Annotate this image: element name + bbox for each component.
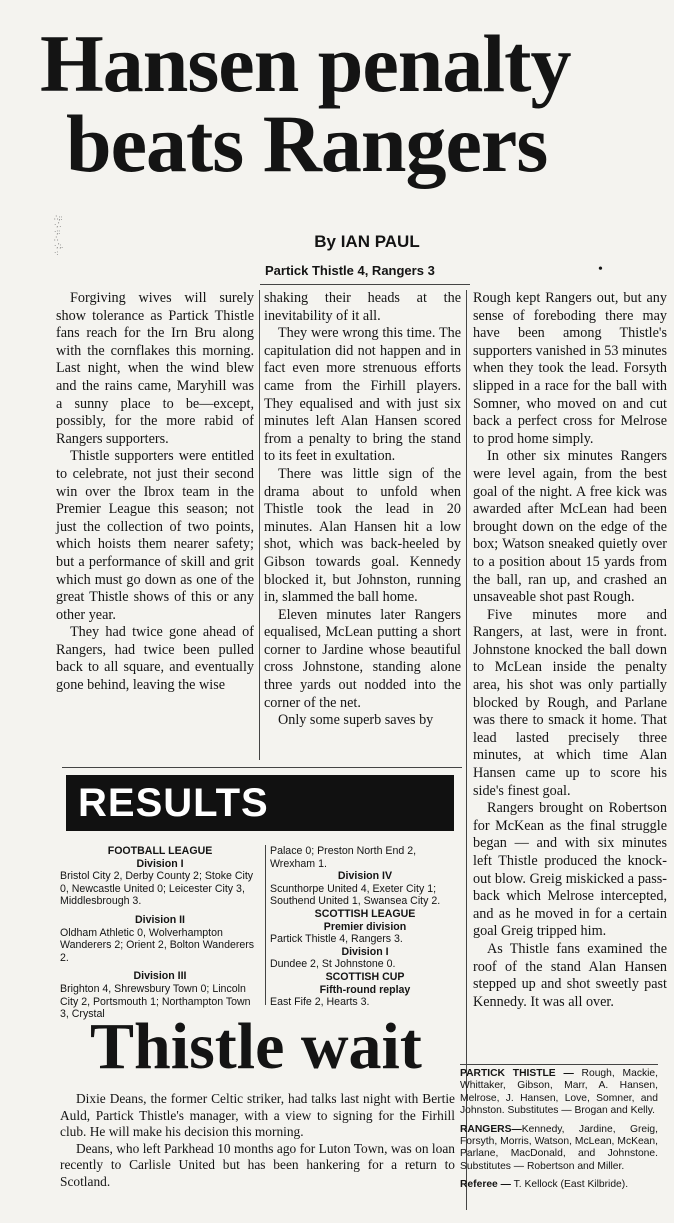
scoreline: Partick Thistle 4, Rangers 3: [265, 263, 435, 278]
lineup-rule: [460, 1064, 658, 1065]
division-heading: Division I: [136, 857, 184, 870]
headline-line-1: Hansen penalty: [40, 18, 571, 109]
main-headline: [40, 18, 674, 189]
division-heading: Division I: [341, 945, 389, 958]
scottish-league-heading: SCOTTISH LEAGUE: [314, 907, 416, 920]
division-heading: Division II: [134, 913, 186, 926]
article-column-2: [264, 290, 461, 730]
referee-name: T. Kellock (East Kilbride).: [513, 1179, 629, 1191]
col2-paragraph: They were wrong this time. The capitulation did not happen and in fact even more strenuous efforts came from the Firhill players. They equalised and with just six minutes left Alan Hansen scored from a penalty to bring the stand to its feet in exultation.: [264, 325, 461, 465]
column-rule: [259, 290, 260, 760]
result-row: Partick Thistle 4, Rangers 3.: [270, 933, 403, 946]
deans-story: [60, 1091, 455, 1191]
rangers-players: Kennedy, Jardine, Greig, Forsyth, Morris, Watson, McLean, McKean, Parlane, MacDonald, and Johnstone. Substitutes — Robertson and Miller.: [460, 1123, 658, 1172]
referee-line: [460, 1179, 658, 1191]
headline-line-2: beats Rangers: [66, 98, 548, 189]
byline-rule: [260, 284, 470, 285]
results-right: [270, 845, 460, 1009]
division-heading: Division III: [133, 970, 187, 983]
result-row: Oldham Athletic 0, Wolverhampton Wanderers 2; Orient 2, Bolton Wanderers 2.: [60, 926, 258, 964]
referee-label: Referee —: [460, 1179, 511, 1191]
result-row: Bristol City 2, Derby County 2; Stoke City 0, Newcastle United 0; Leicester City 3, Middlesbrough 3.: [60, 870, 257, 908]
result-row: East Fife 2, Hearts 3.: [270, 996, 370, 1009]
result-row: Dundee 2, St Johnstone 0.: [270, 958, 396, 971]
col3-paragraph: As Thistle fans examined the roof of the stand Alan Hansen stepped up and shot sweetly past Kennedy. It was all over.: [473, 940, 667, 1010]
round-heading: Fifth-round replay: [319, 983, 411, 996]
results-left: [60, 845, 260, 1021]
secondary-headline: Thistle wait: [90, 1010, 422, 1083]
deans-paragraph: Deans, who left Parkhead 10 months ago for Luton Town, was on loan recently to Carlisle United but has been hankering for a return to Scotland.: [60, 1140, 455, 1189]
col2-paragraph: Only some superb saves by: [278, 712, 434, 729]
partick-label: PARTICK THISTLE —: [460, 1068, 574, 1079]
scottish-cup-heading: SCOTTISH CUP: [325, 970, 405, 983]
col2-paragraph: There was little sign of the drama about to unfold when Thistle took the lead in 20 minutes. Alan Hansen hit a low shot, which was back-heeled by Gibson towards goal. Kennedy blocked it, but Johnston, running in, slammed the ball home.: [264, 465, 461, 606]
col3-paragraph: In other six minutes Rangers were level again, from the best goal of the night. A free kick was awarded after McLean had been brought down on the edge of the box; Watson sneaked quietly over to a position about 15 yards from the ball, ran up, and crashed an unsaveable shot past Rough.: [473, 448, 667, 606]
result-row: Palace 0; Preston North End 2, Wrexham 1.: [270, 845, 419, 870]
col2-paragraph: Eleven minutes later Rangers equalised, McLean putting a short corner to Jardine whose beautiful cross Johnstone, standing alone three yards out nodded into the corner of the net.: [264, 606, 461, 711]
bullet-mark: •: [598, 262, 603, 277]
division-heading: Division IV: [337, 870, 393, 883]
partick-players: Rough, Mackie, Whittaker, Gibson, Marr, A. Hansen, Melrose, J. Hansen, Love, Somner, and Johnston. Substitutes — Brogan and Kelly.: [460, 1068, 658, 1117]
byline: [0, 232, 674, 252]
result-row: Scunthorpe United 4, Exeter City 1; Southend United 1, Swansea City 2.: [270, 882, 441, 908]
col1-paragraph: They had twice gone ahead of Rangers, had twice been pulled back to all square, and eventually gone behind, leaving the wise: [56, 624, 254, 694]
margin-noise: ∴;:·,'.·;:∴·,';.·:: [54, 215, 64, 257]
football-league-heading: FOOTBALL LEAGUE: [107, 845, 213, 857]
col2-paragraph: shaking their heads at the inevitability of it all.: [264, 290, 461, 324]
results-banner: RESULTS: [66, 775, 454, 831]
column-rule: [265, 845, 266, 1005]
rangers-label: RANGERS—: [460, 1123, 522, 1135]
team-lineups: [460, 1068, 658, 1198]
rangers-lineup: [460, 1124, 658, 1174]
result-row: Brighton 4, Shrewsbury Town 0; Lincoln City 2, Portsmouth 1; Northampton Town 3, Crystal: [60, 982, 254, 1021]
partick-lineup: [460, 1068, 658, 1118]
article-column-3: [473, 290, 667, 1011]
col3-paragraph: Rangers brought on Robertson for McKean as the final struggle began — and with six minutes left Thistle produced the knock-out blow. Greig miskicked a pass-back which Melrose intercepted, and as he moved in for a certain goal Greig tripped him.: [473, 800, 667, 940]
byline-text: By IAN PAUL: [314, 232, 420, 251]
deans-paragraph: Dixie Deans, the former Celtic striker, had talks last night with Bertie Auld, Partick Thistle's manager, with a view to signing for the Firhill club. He will make his decision this morning.: [60, 1091, 455, 1140]
col1-paragraph: Forgiving wives will surely show tolerance as Partick Thistle fans reach for the Irn Bru along with the cornflakes this morning. Last night, when the wind blew and the rains came, Maryhill was a sunny place to be—except, possibly, for the more rabid of Rangers supporters.: [56, 290, 254, 447]
col3-paragraph: Five minutes more and Rangers, at last, were in front. Johnstone knocked the ball down to McLean inside the penalty area, his shot was only partially blocked by Rough, and Parlane was there to smack it home. That lead lasted precisely three minutes, at which time Alan Hansen came up to score his side's finest goal.: [473, 606, 667, 799]
col1-paragraph: Thistle supporters were entitled to celebrate, not just their second win over the Ibrox team in the Premier League this season; not just the collection of two points, which hoists them nearer safety; but a performance of skill and grit which must go down as one of the great Thistle shows of this or any other year.: [56, 448, 254, 623]
section-rule: [62, 767, 462, 768]
col3-paragraph: Rough kept Rangers out, but any sense of foreboding there may have been among Thistle's supporters vanished in 53 minutes when they took the lead. Forsyth slipped in a race for the ball with Somner, who moved on and cut back a perfect cross for Melrose to prod home simply.: [473, 290, 667, 447]
division-heading: Premier division: [323, 920, 407, 933]
article-column-1: [56, 290, 254, 695]
